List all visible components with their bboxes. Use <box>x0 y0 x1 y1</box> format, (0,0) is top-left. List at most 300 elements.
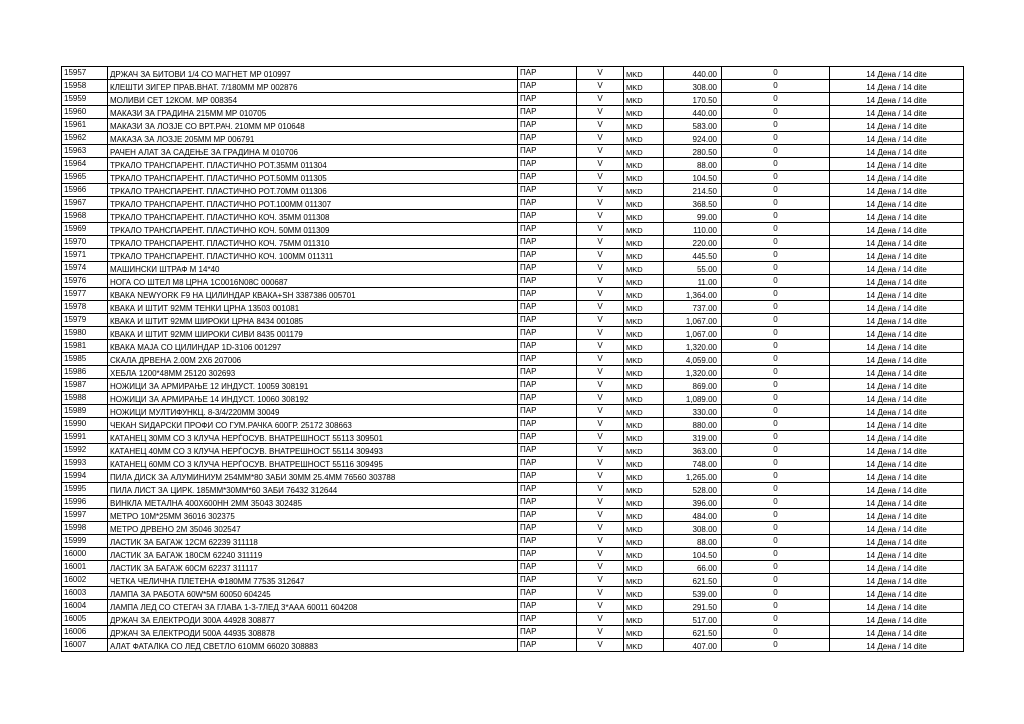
item-description-text: ЧЕКАН ЅИДАРСКИ ПРОФИ СО ГУМ.РАЧКА 600ГР. 25172 308663 <box>110 421 352 430</box>
item-code-cell: 15999 <box>62 535 108 548</box>
vat-flag-cell: V <box>577 483 624 496</box>
table-row <box>62 483 964 496</box>
item-code-cell: 15986 <box>62 366 108 379</box>
currency-text: MKD <box>626 447 643 456</box>
vat-flag-cell: V <box>577 301 624 314</box>
currency-text: MKD <box>626 161 643 170</box>
unit-cell: ПАР <box>518 80 577 93</box>
price-cell <box>664 353 722 366</box>
vat-flag-cell: V <box>577 548 624 561</box>
price-text: 880.00 <box>692 421 717 430</box>
currency-text: MKD <box>626 291 643 300</box>
unit-cell: ПАР <box>518 405 577 418</box>
vat-flag-cell: V <box>577 275 624 288</box>
currency-cell <box>624 470 664 483</box>
delivery-time-text: 14 Дена / 14 dite <box>866 213 927 222</box>
table-row <box>62 561 964 574</box>
delivery-time-text: 14 Дена / 14 dite <box>866 96 927 105</box>
table-row <box>62 366 964 379</box>
unit-cell: ПАР <box>518 158 577 171</box>
currency-text: MKD <box>626 109 643 118</box>
currency-cell <box>624 314 664 327</box>
currency-cell <box>624 171 664 184</box>
item-description-text: ТРКАЛО ТРАНСПАРЕНТ. ПЛАСТИЧНО РОТ.70ММ 011306 <box>110 187 327 196</box>
item-description-cell <box>108 327 518 340</box>
delivery-time-cell <box>830 262 964 275</box>
vat-flag-cell: V <box>577 379 624 392</box>
price-text: 308.00 <box>692 83 717 92</box>
delivery-time-text: 14 Дена / 14 dite <box>866 421 927 430</box>
price-text: 1,320.00 <box>685 369 717 378</box>
price-text: 869.00 <box>692 382 717 391</box>
table-row <box>62 431 964 444</box>
currency-text: MKD <box>626 317 643 326</box>
currency-cell <box>624 301 664 314</box>
delivery-time-text: 14 Дена / 14 dite <box>866 265 927 274</box>
delivery-time-text: 14 Дена / 14 dite <box>866 200 927 209</box>
item-description-cell <box>108 262 518 275</box>
currency-text: MKD <box>626 434 643 443</box>
delivery-time-text: 14 Дена / 14 dite <box>866 551 927 560</box>
table-row <box>62 574 964 587</box>
currency-text: MKD <box>626 83 643 92</box>
currency-text: MKD <box>626 460 643 469</box>
table-row <box>62 249 964 262</box>
price-cell <box>664 197 722 210</box>
item-description-text: МАКАЗИ ЗА ЛОЗЈЕ СО ВРТ.РАЧ. 210ММ МР 010648 <box>110 122 305 131</box>
delivery-time-text: 14 Дена / 14 dite <box>866 70 927 79</box>
table-row <box>62 496 964 509</box>
currency-cell <box>624 184 664 197</box>
unit-cell: ПАР <box>518 587 577 600</box>
price-cell <box>664 288 722 301</box>
delivery-time-cell <box>830 158 964 171</box>
price-text: 104.50 <box>692 551 717 560</box>
price-cell <box>664 145 722 158</box>
delivery-time-cell <box>830 418 964 431</box>
item-description-cell <box>108 392 518 405</box>
table-row <box>62 275 964 288</box>
currency-text: MKD <box>626 577 643 586</box>
price-cell <box>664 444 722 457</box>
price-cell <box>664 301 722 314</box>
item-description-text: МЕТРО ДРВЕНО 2М 35046 302547 <box>110 525 241 534</box>
quantity-cell: 0 <box>722 561 830 574</box>
price-cell <box>664 392 722 405</box>
table-row <box>62 327 964 340</box>
price-cell <box>664 535 722 548</box>
item-description-cell <box>108 548 518 561</box>
vat-flag-cell: V <box>577 93 624 106</box>
price-text: 88.00 <box>696 161 717 170</box>
item-code-cell: 16006 <box>62 626 108 639</box>
table-row <box>62 262 964 275</box>
item-description-cell <box>108 249 518 262</box>
currency-cell <box>624 379 664 392</box>
delivery-time-cell <box>830 236 964 249</box>
item-description-text: ТРКАЛО ТРАНСПАРЕНТ. ПЛАСТИЧНО РОТ.35ММ 011304 <box>110 161 327 170</box>
currency-cell <box>624 405 664 418</box>
price-text: 1,067.00 <box>685 317 717 326</box>
currency-text: MKD <box>626 629 643 638</box>
item-code-cell: 15989 <box>62 405 108 418</box>
price-text: 214.50 <box>692 187 717 196</box>
quantity-cell: 0 <box>722 431 830 444</box>
unit-cell: ПАР <box>518 522 577 535</box>
price-text: 104.50 <box>692 174 717 183</box>
price-text: 924.00 <box>692 135 717 144</box>
price-cell <box>664 262 722 275</box>
item-code-cell: 16000 <box>62 548 108 561</box>
currency-cell <box>624 236 664 249</box>
vat-flag-cell: V <box>577 327 624 340</box>
quantity-cell: 0 <box>722 600 830 613</box>
delivery-time-text: 14 Дена / 14 dite <box>866 161 927 170</box>
table-row <box>62 119 964 132</box>
item-code-cell: 15968 <box>62 210 108 223</box>
table-row <box>62 80 964 93</box>
item-code-cell: 15995 <box>62 483 108 496</box>
quantity-cell: 0 <box>722 626 830 639</box>
item-description-cell <box>108 80 518 93</box>
item-code-cell: 15969 <box>62 223 108 236</box>
item-description-cell <box>108 405 518 418</box>
table-row <box>62 548 964 561</box>
table-row <box>62 340 964 353</box>
currency-cell <box>624 106 664 119</box>
item-description-cell <box>108 509 518 522</box>
vat-flag-cell: V <box>577 613 624 626</box>
delivery-time-cell <box>830 340 964 353</box>
currency-cell <box>624 613 664 626</box>
table-row <box>62 353 964 366</box>
unit-cell: ПАР <box>518 314 577 327</box>
vat-flag-cell: V <box>577 561 624 574</box>
currency-cell <box>624 197 664 210</box>
table-row <box>62 236 964 249</box>
item-code-cell: 15985 <box>62 353 108 366</box>
table-row <box>62 418 964 431</box>
currency-cell <box>624 522 664 535</box>
table-row <box>62 379 964 392</box>
currency-cell <box>624 67 664 80</box>
vat-flag-cell: V <box>577 431 624 444</box>
table-row <box>62 171 964 184</box>
quantity-cell: 0 <box>722 457 830 470</box>
item-code-cell: 15979 <box>62 314 108 327</box>
price-text: 583.00 <box>692 122 717 131</box>
item-description-text: ЧЕТКА ЧЕЛИЧНА ПЛЕТЕНА Φ180ММ 77535 312647 <box>110 577 305 586</box>
item-code-cell: 16001 <box>62 561 108 574</box>
currency-cell <box>624 132 664 145</box>
price-text: 55.00 <box>696 265 717 274</box>
unit-cell: ПАР <box>518 93 577 106</box>
currency-text: MKD <box>626 330 643 339</box>
quantity-cell: 0 <box>722 483 830 496</box>
vat-flag-cell: V <box>577 249 624 262</box>
quantity-cell: 0 <box>722 353 830 366</box>
item-description-cell <box>108 132 518 145</box>
delivery-time-cell <box>830 600 964 613</box>
item-description-cell <box>108 587 518 600</box>
item-code-cell: 15961 <box>62 119 108 132</box>
currency-text: MKD <box>626 369 643 378</box>
item-code-cell: 15996 <box>62 496 108 509</box>
item-description-text: ДРЖАЧ ЗА ЕЛЕКТРОДИ 500А 44935 308878 <box>110 629 275 638</box>
item-description-text: МЕТРО 10М*25ММ 36016 302375 <box>110 512 235 521</box>
item-description-cell <box>108 197 518 210</box>
delivery-time-text: 14 Дена / 14 dite <box>866 239 927 248</box>
item-description-cell <box>108 353 518 366</box>
unit-cell: ПАР <box>518 288 577 301</box>
delivery-time-cell <box>830 353 964 366</box>
currency-cell <box>624 639 664 652</box>
delivery-time-text: 14 Дена / 14 dite <box>866 486 927 495</box>
table-row <box>62 158 964 171</box>
delivery-time-cell <box>830 93 964 106</box>
item-description-text: ДРЖАЧ ЗА БИТОВИ 1/4 СО МАГНЕТ МР 010997 <box>110 70 291 79</box>
currency-text: MKD <box>626 200 643 209</box>
delivery-time-cell <box>830 431 964 444</box>
quantity-cell: 0 <box>722 67 830 80</box>
unit-cell: ПАР <box>518 67 577 80</box>
unit-cell: ПАР <box>518 639 577 652</box>
price-text: 528.00 <box>692 486 717 495</box>
item-description-cell <box>108 340 518 353</box>
item-description-text: ЛАСТИК ЗА БАГАЖ 180СМ 62240 311119 <box>110 551 263 560</box>
unit-cell: ПАР <box>518 132 577 145</box>
price-cell <box>664 80 722 93</box>
item-description-text: ТРКАЛО ТРАНСПАРЕНТ. ПЛАСТИЧНО КОЧ. 35ММ 011308 <box>110 213 330 222</box>
unit-cell: ПАР <box>518 431 577 444</box>
delivery-time-cell <box>830 171 964 184</box>
price-cell <box>664 483 722 496</box>
delivery-time-text: 14 Дена / 14 dite <box>866 629 927 638</box>
table-row <box>62 314 964 327</box>
unit-cell: ПАР <box>518 509 577 522</box>
currency-cell <box>624 340 664 353</box>
currency-text: MKD <box>626 213 643 222</box>
item-code-cell: 15965 <box>62 171 108 184</box>
unit-cell: ПАР <box>518 223 577 236</box>
delivery-time-text: 14 Дена / 14 dite <box>866 473 927 482</box>
item-description-text: МОЛИВИ СЕТ 12КОМ. МР 008354 <box>110 96 238 105</box>
quantity-cell: 0 <box>722 392 830 405</box>
unit-cell: ПАР <box>518 353 577 366</box>
currency-cell <box>624 210 664 223</box>
currency-cell <box>624 327 664 340</box>
item-description-cell <box>108 184 518 197</box>
delivery-time-cell <box>830 379 964 392</box>
price-cell <box>664 509 722 522</box>
delivery-time-text: 14 Дена / 14 dite <box>866 369 927 378</box>
item-description-text: КВАКА И ШТИТ 92ММ ШИРОКИ ЦРНА 8434 001085 <box>110 317 304 326</box>
quantity-cell: 0 <box>722 249 830 262</box>
vat-flag-cell: V <box>577 600 624 613</box>
vat-flag-cell: V <box>577 626 624 639</box>
table-row <box>62 301 964 314</box>
currency-cell <box>624 574 664 587</box>
currency-cell <box>624 509 664 522</box>
quantity-cell: 0 <box>722 236 830 249</box>
item-description-cell <box>108 223 518 236</box>
currency-text: MKD <box>626 187 643 196</box>
item-description-cell <box>108 67 518 80</box>
currency-cell <box>624 431 664 444</box>
delivery-time-cell <box>830 444 964 457</box>
item-description-text: АЛАТ ФАТАЛКА СО ЛЕД СВЕТЛО 610ММ 66020 308883 <box>110 642 318 651</box>
currency-text: MKD <box>626 408 643 417</box>
vat-flag-cell: V <box>577 197 624 210</box>
item-description-text: МАКАЗА ЗА ЛОЗЈЕ 205ММ МР 006791 <box>110 135 255 144</box>
item-code-cell: 15993 <box>62 457 108 470</box>
delivery-time-cell <box>830 535 964 548</box>
currency-text: MKD <box>626 512 643 521</box>
currency-cell <box>624 561 664 574</box>
unit-cell: ПАР <box>518 210 577 223</box>
price-text: 11.00 <box>697 278 717 287</box>
item-description-cell <box>108 93 518 106</box>
currency-cell <box>624 418 664 431</box>
table-row <box>62 522 964 535</box>
price-text: 308.00 <box>692 525 717 534</box>
currency-text: MKD <box>626 343 643 352</box>
item-description-text: КЛЕШТИ ЗИГЕР ПРАВ.ВНАТ. 7/180ММ МР 002876 <box>110 83 298 92</box>
price-text: 88.00 <box>696 538 717 547</box>
currency-cell <box>624 483 664 496</box>
currency-text: MKD <box>626 525 643 534</box>
unit-cell: ПАР <box>518 561 577 574</box>
item-description-cell <box>108 275 518 288</box>
item-code-cell: 15998 <box>62 522 108 535</box>
currency-cell <box>624 145 664 158</box>
item-description-text: ЛАСТИК ЗА БАГАЖ 12СМ 62239 311118 <box>110 538 258 547</box>
unit-cell: ПАР <box>518 197 577 210</box>
item-description-text: ХЕБЛА 1200*48ММ 25120 302693 <box>110 369 236 378</box>
item-description-cell <box>108 600 518 613</box>
delivery-time-text: 14 Дена / 14 dite <box>866 603 927 612</box>
currency-cell <box>624 587 664 600</box>
item-description-cell <box>108 496 518 509</box>
item-description-text: ПИЛА ЛИСТ ЗА ЦИРК. 185ММ*30ММ*60 ЗАБИ 76432 312644 <box>110 486 338 495</box>
unit-cell: ПАР <box>518 340 577 353</box>
item-code-cell: 15958 <box>62 80 108 93</box>
vat-flag-cell: V <box>577 509 624 522</box>
unit-cell: ПАР <box>518 548 577 561</box>
vat-flag-cell: V <box>577 80 624 93</box>
table-row <box>62 288 964 301</box>
vat-flag-cell: V <box>577 67 624 80</box>
price-text: 4,059.00 <box>685 356 717 365</box>
delivery-time-text: 14 Дена / 14 dite <box>866 434 927 443</box>
price-text: 440.00 <box>692 70 717 79</box>
price-cell <box>664 327 722 340</box>
item-code-cell: 15987 <box>62 379 108 392</box>
unit-cell: ПАР <box>518 626 577 639</box>
item-description-text: КВАКА И ШТИТ 92ММ ШИРОКИ СИВИ 8435 001179 <box>110 330 303 339</box>
price-text: 280.50 <box>692 148 717 157</box>
table-row <box>62 535 964 548</box>
price-text: 1,067.00 <box>685 330 717 339</box>
delivery-time-cell <box>830 249 964 262</box>
item-description-cell <box>108 483 518 496</box>
delivery-time-text: 14 Дена / 14 dite <box>866 460 927 469</box>
table-row <box>62 587 964 600</box>
delivery-time-text: 14 Дена / 14 dite <box>866 226 927 235</box>
item-description-text: МАШИНСКИ ШТРАФ М 14*40 <box>110 265 220 274</box>
unit-cell: ПАР <box>518 366 577 379</box>
item-code-cell: 15971 <box>62 249 108 262</box>
quantity-cell: 0 <box>722 548 830 561</box>
delivery-time-cell <box>830 639 964 652</box>
item-code-cell: 16004 <box>62 600 108 613</box>
currency-text: MKD <box>626 356 643 365</box>
item-code-cell: 15962 <box>62 132 108 145</box>
price-cell <box>664 366 722 379</box>
table-row <box>62 613 964 626</box>
item-description-text: ПИЛА ДИСК ЗА АЛУМИНИУМ 254ММ*80 ЗАБИ 30ММ 25.4ММ 76560 303788 <box>110 473 396 482</box>
item-code-cell: 16005 <box>62 613 108 626</box>
price-text: 445.50 <box>692 252 717 261</box>
item-description-cell <box>108 236 518 249</box>
quantity-cell: 0 <box>722 184 830 197</box>
item-code-cell: 15991 <box>62 431 108 444</box>
unit-cell: ПАР <box>518 470 577 483</box>
delivery-time-text: 14 Дена / 14 dite <box>866 564 927 573</box>
delivery-time-cell <box>830 509 964 522</box>
price-cell <box>664 626 722 639</box>
quantity-cell: 0 <box>722 275 830 288</box>
delivery-time-text: 14 Дена / 14 dite <box>866 616 927 625</box>
item-description-text: КАТАНЕЦ 30ММ СО 3 КЛУЧА НЕРЃОСУВ. ВНАТРЕШНОСТ 55113 309501 <box>110 434 383 443</box>
price-cell <box>664 106 722 119</box>
delivery-time-cell <box>830 223 964 236</box>
item-description-cell <box>108 119 518 132</box>
currency-text: MKD <box>626 148 643 157</box>
vat-flag-cell: V <box>577 210 624 223</box>
item-description-text: КАТАНЕЦ 60ММ СО 3 КЛУЧА НЕРЃОСУВ. ВНАТРЕШНОСТ 55116 309495 <box>110 460 383 469</box>
vat-flag-cell: V <box>577 522 624 535</box>
delivery-time-text: 14 Дена / 14 dite <box>866 148 927 157</box>
delivery-time-cell <box>830 67 964 80</box>
vat-flag-cell: V <box>577 470 624 483</box>
currency-cell <box>624 249 664 262</box>
table-row <box>62 210 964 223</box>
currency-text: MKD <box>626 486 643 495</box>
currency-text: MKD <box>626 551 643 560</box>
price-text: 66.00 <box>696 564 717 573</box>
price-cell <box>664 67 722 80</box>
price-text: 737.00 <box>692 304 717 313</box>
item-description-text: ЛАСТИК ЗА БАГАЖ 60СМ 62237 311117 <box>110 564 258 573</box>
price-text: 110.00 <box>693 226 717 235</box>
item-code-cell: 16003 <box>62 587 108 600</box>
price-cell <box>664 249 722 262</box>
unit-cell: ПАР <box>518 275 577 288</box>
quantity-cell: 0 <box>722 470 830 483</box>
currency-cell <box>624 548 664 561</box>
item-code-cell: 15967 <box>62 197 108 210</box>
quantity-cell: 0 <box>722 509 830 522</box>
price-text: 484.00 <box>692 512 717 521</box>
table-row <box>62 106 964 119</box>
price-cell <box>664 275 722 288</box>
delivery-time-text: 14 Дена / 14 dite <box>866 174 927 183</box>
delivery-time-cell <box>830 522 964 535</box>
item-description-text: ТРКАЛО ТРАНСПАРЕНТ. ПЛАСТИЧНО КОЧ. 50ММ 011309 <box>110 226 330 235</box>
table-row <box>62 626 964 639</box>
vat-flag-cell: V <box>577 587 624 600</box>
